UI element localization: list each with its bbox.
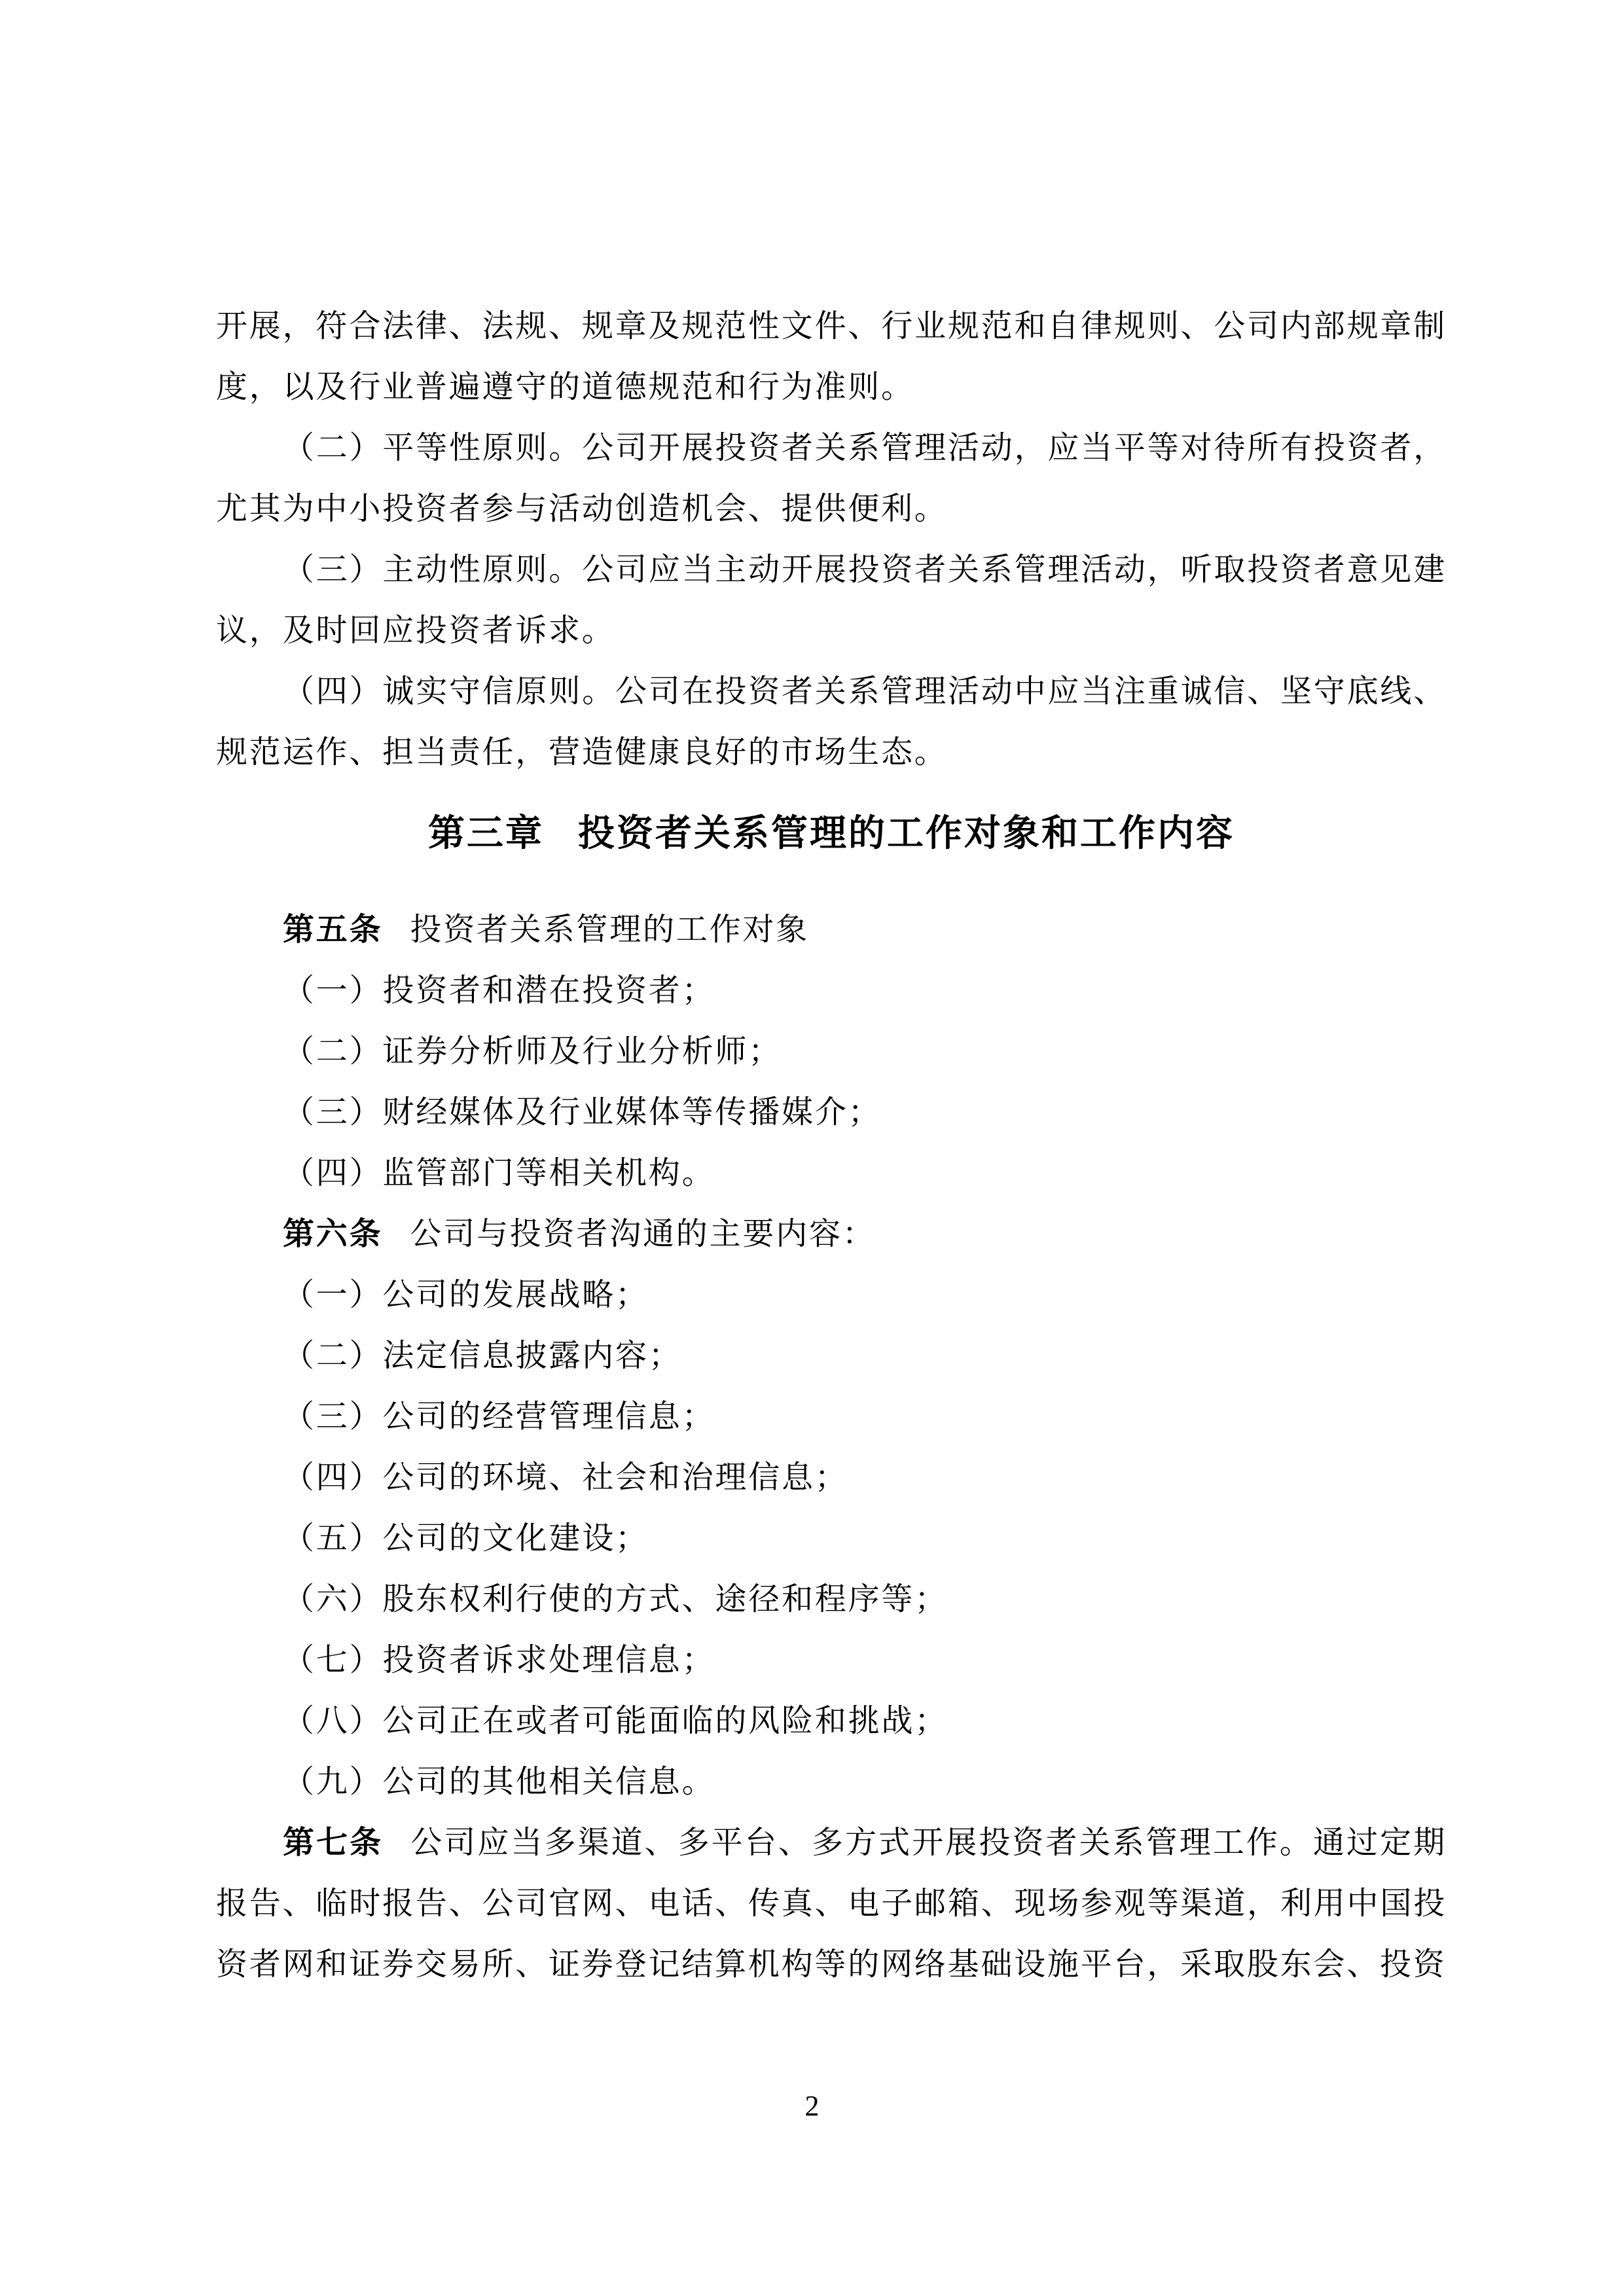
document-body <box>216 296 1447 1995</box>
paragraph: （八）公司正在或者可能面临的风险和挑战； <box>283 1704 948 1738</box>
chapter-title: 投资者关系管理的工作对象和工作内容 <box>578 812 1235 853</box>
paragraph: （九）公司的其他相关信息。 <box>283 1765 715 1799</box>
paragraph: （一）公司的发展战略； <box>283 1278 649 1312</box>
paragraph: （二）法定信息披露内容； <box>283 1338 682 1373</box>
paragraph: （三）主动性原则。公司应当主动开展投资者关系管理活动，听取投资者意见建议，及时回应投资者诉求。 <box>216 552 1447 648</box>
chapter-number: 第三章 <box>428 812 544 853</box>
paragraph: （二）平等性原则。公司开展投资者关系管理活动，应当平等对待所有投资者，尤其为中小投资者参与活动创造机会、提供便利。 <box>216 431 1447 526</box>
paragraph: （一）投资者和潜在投资者； <box>283 973 715 1008</box>
article-text: 公司与投资者沟通的主要内容： <box>410 1217 876 1251</box>
article-number: 第七条 <box>283 1825 384 1860</box>
article-text: 投资者关系管理的工作对象 <box>410 912 810 947</box>
article-paragraph <box>216 1812 1447 1995</box>
paragraph: （三）财经媒体及行业媒体等传播媒介； <box>283 1095 882 1130</box>
paragraph: （四）监管部门等相关机构。 <box>283 1156 715 1191</box>
paragraph: （三）公司的经营管理信息； <box>283 1399 715 1434</box>
paragraph: 开展，符合法律、法规、规章及规范性文件、行业规范和自律规则、公司内部规章制度，以及行业普遍遵守的道德规范和行为准则。 <box>216 309 1447 404</box>
paragraph: （六）股东权利行使的方式、途径和程序等； <box>283 1582 948 1617</box>
chapter-heading <box>216 802 1447 863</box>
paragraph: （四）诚实守信原则。公司在投资者关系管理活动中应当注重诚信、坚守底线、规范运作、担当责任，营造健康良好的市场生态。 <box>216 674 1447 770</box>
paragraph: （七）投资者诉求处理信息； <box>283 1643 715 1677</box>
page-number: 2 <box>804 2090 820 2122</box>
article-text: 公司应当多渠道、多平台、多方式开展投资者关系管理工作。通过定期报告、临时报告、公司官网、电话、传真、电子邮箱、现场参观等渠道，利用中国投资者网和证券交易所、证券登记结算机构等的网络基础设施平台，采取股东会、投资 <box>216 1825 1447 1982</box>
paragraph: （五）公司的文化建设； <box>283 1521 649 1556</box>
paragraph: （四）公司的环境、社会和治理信息； <box>283 1460 848 1495</box>
article-paragraph <box>216 899 1447 960</box>
paragraph: （二）证券分析师及行业分析师； <box>283 1034 782 1069</box>
article-number: 第五条 <box>283 912 383 947</box>
article-number: 第六条 <box>283 1217 383 1251</box>
article-paragraph <box>216 1204 1447 1265</box>
